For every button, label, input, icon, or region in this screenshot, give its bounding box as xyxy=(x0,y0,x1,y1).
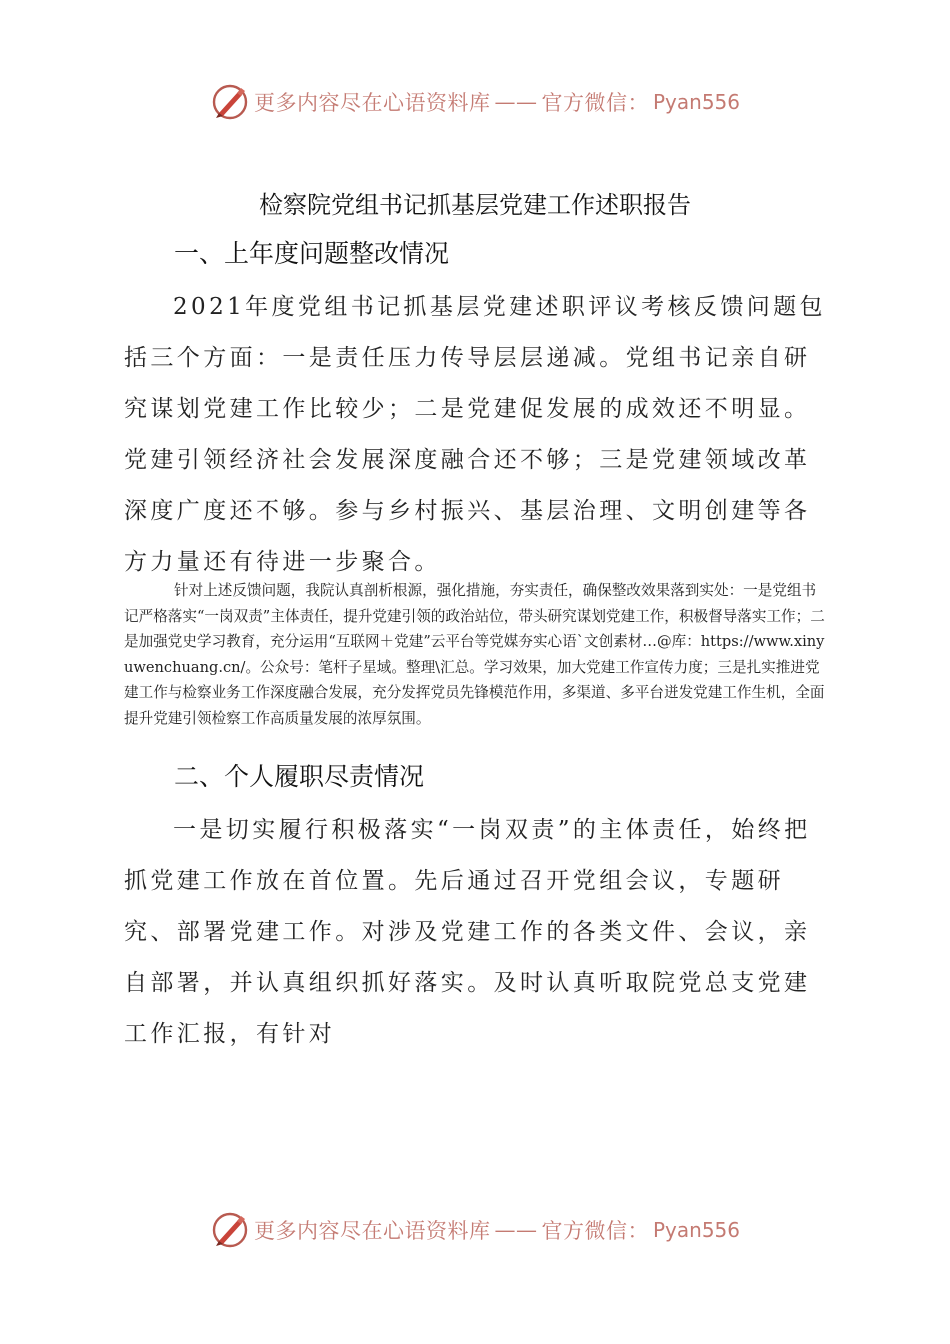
pen-logo-icon xyxy=(210,82,250,122)
footer-watermark xyxy=(0,1208,950,1252)
section-1-paragraph-1: 2021年度党组书记抓基层党建述职评议考核反馈问题包括三个方面：一是责任压力传导层层递减。党组书记亲自研究谋划党建工作比较少；二是党建促发展的成效还不明显。党建引领经济社会发展深度融合还不够；三是党建领域改革深度广度还不够。参与乡村振兴、基层治理、文明创建等各方力量还有待进一步聚合。 xyxy=(124,294,826,575)
watermark-wechat-id: Pyan556 xyxy=(652,90,740,114)
document-title: 检察院党组书记抓基层党建工作述职报告 xyxy=(259,191,691,219)
header-watermark xyxy=(0,80,950,124)
watermark-dash: —— xyxy=(494,1218,538,1242)
section-heading-1: 一、上年度问题整改情况 xyxy=(174,239,450,268)
watermark-slogan: 更多内容尽在心语资料库 xyxy=(253,91,491,115)
section-1-paragraph-2: 针对上述反馈问题，我院认真剖析根源，强化措施，夯实责任，确保整改效果落到实处：一是党组书记严格落实“一岗双责”主体责任，提升党建引领的政治站位，带头研究谋划党建工作，积极督导落实工作；二是加强党史学习教育，充分运用“互联网＋党建”云平台等党媒夯实心语`文创素材…@库：https://www.xinyuwenchuang.cn/。公众号：笔杆子星域。整理\汇总。学习效果，加大党建工作宣传力度；三是扎实推进党建工作与检察业务工作深度融合发展，充分发挥党员先锋模范作用，多渠道、多平台迸发党建工作生机，全面提升党建引领检察工作高质量发展的浓厚氛围。 xyxy=(124,582,825,727)
section-heading-2: 二、个人履职尽责情况 xyxy=(174,762,425,791)
watermark-wechat-id: Pyan556 xyxy=(652,1218,740,1242)
watermark-slogan: 更多内容尽在心语资料库 xyxy=(253,1219,491,1243)
section-2-paragraph-1: 一是切实履行积极落实“一岗双责”的主体责任，始终把抓党建工作放在首位置。先后通过召开党组会议，专题研究、部署党建工作。对涉及党建工作的各类文件、会议，亲自部署，并认真组织抓好落实。及时认真听取院党总支党建工作汇报，有针对 xyxy=(124,817,811,1047)
pen-logo-icon xyxy=(210,1210,250,1250)
watermark-wechat-label: 官方微信： xyxy=(541,1219,649,1243)
watermark-dash: —— xyxy=(494,90,538,114)
watermark-wechat-label: 官方微信： xyxy=(541,91,649,115)
